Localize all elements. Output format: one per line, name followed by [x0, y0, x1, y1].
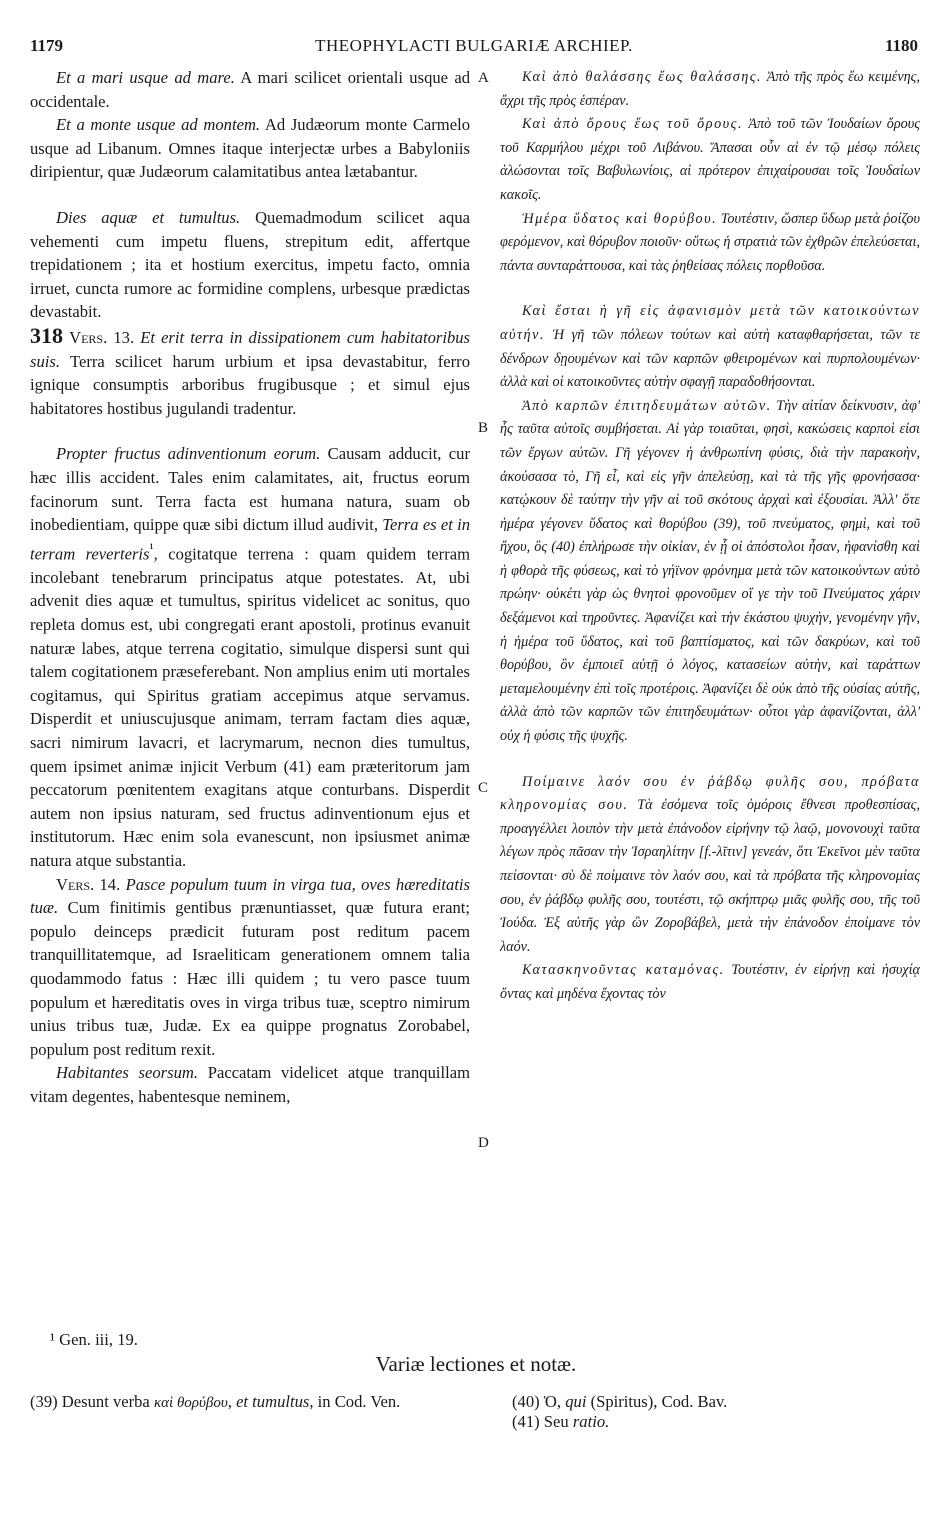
commentary-text: Ἡ γῆ τῶν πόλεων τούτων καὶ αὐτὴ καταφθαρήσεται, τῶν τε δένδρων δῃουμένων καὶ τῶν καρπῶν φθειρομένων καὶ πυρπολουμένων· ἀλλὰ καὶ οἱ κατοικοῦντες αὐτὴν σφαγῇ παραδοθήσονται. [500, 326, 920, 391]
lemma: Ἡμέρα ὕδατος καὶ θορύβου. [522, 210, 718, 227]
latin-paragraph [30, 873, 470, 1062]
latin-paragraph [30, 1061, 470, 1108]
margin-letter-b: B [478, 420, 489, 436]
latin-paragraph [30, 442, 470, 872]
commentary-text: Ad Judæorum monte Carmelo usque ad Libanum. Omnes itaque interjectæ urbes a Babyloniis diripientur, quæ Judæorum calamitatibus antea lætabantur. [30, 115, 470, 182]
commentary-text: Ἀπὸ τῆς πρὸς ἕω κειμένης, ἄχρι τῆς πρὸς ἑσπέραν. [500, 69, 920, 109]
greek-paragraph [500, 300, 920, 394]
verse-label: Vers. 13. [69, 327, 135, 347]
latin-paragraph [30, 113, 470, 184]
lemma: Ἀπὸ καρπῶν ἐπιτηδευμάτων αὐτῶν. [522, 397, 772, 414]
greek-paragraph [500, 771, 920, 960]
commentary-text: Τουτέστιν, ἐν εἰρήνῃ καὶ ἡσυχίᾳ ὄντας καὶ μηδένα ἔχοντας τὸν [500, 962, 921, 1002]
commentary-text: Τὴν αἰτίαν δείκνυσιν, ἀφ' ἧς ταῦτα αὐτοῖς συμβήσεται. Αἱ γὰρ τοιαῦται, φησὶ, κακώσεις καρποὶ εἰσι τῶν ἔργων αὐτῶν. Γῆ γέγονεν ἡ ἀνθρωπίνη φύσις, διὰ τὴν παρακοὴν, ἀκούσασα τὸ, Γῆ εἶ, καὶ εἰς γῆν ἀπελεύσῃ, καὶ τὰ τῆς γῆς φρονήσασα· κατῴκουν δὲ ταύτην τὴν γῆν αἱ τοῦ σκότους ἀρχαὶ καὶ ἐξουσίαι. Ἀλλ' ὅτε ἡμέρα γέγονεν ὕδατος καὶ θορύβου (39), τοῦ πνεύματος, φημὶ, καὶ τοῦ ἤχου, ὃς (40) ἐπλήρωσε τὴν οἰκίαν, ἐν ᾗ οἱ ἀπόστολοι ἦσαν, ἠφανίσθη καὶ ἡ φθορὰ τῆς φύσεως, καὶ τὸ γήϊνον φρόνημα μετὰ τῶν κατοικούντων αὐτὸ πρώην· οὐκέτι γὰρ ὡς θνητοὶ φρονοῦμεν οἵ γε τὴν τοῦ Πνεύματος χάριν δεξάμενοι καὶ τηροῦντες. Ἀφανίζει καὶ τὴν ἑκάστου ψυχὴν, γενομένην γῆν, ἡ ἡμέρα τοῦ ὕδατος, καὶ τοῦ βαπτίσματος, καὶ τῶν δακρύων, καὶ τοῦ θορύβου, ὃν ἐμποιεῖ αὐτῇ ὁ λόγος, κατασείων αὐτὴν, καὶ ταράττων μεταμελουμένην ἐπὶ τοῖς προτέροις. Ἀφανίζει δὲ οὐκ ἀπὸ τῆς οὐσίας αὐτῆς, ἀλλὰ ἀπὸ τῶν καρπῶν τῶν ἐπιτηδευμάτων· οὗτοι γὰρ ἀφανίζονται, ἀλλ' οὐχ ἡ φύσις τῆς ψυχῆς. [500, 397, 920, 745]
margin-letter-c: C [478, 780, 489, 796]
lemma: Καὶ ἀπὸ θαλάσσης ἕως θαλάσσης. [522, 69, 763, 85]
greek-paragraph [500, 208, 920, 279]
commentary-text: Τουτέστιν, ὥσπερ ὕδωρ μετὰ ῥοίζου φερόμενον, καὶ θόρυβον ποιοῦν· οὕτως ἡ στρατιὰ τῶν ἐχθρῶν ἐπελεύσεται, πάντα συνταράττουσα, καὶ τὰς ῥηθείσας πόλεις πορθοῦσα. [500, 210, 920, 274]
running-header [30, 36, 918, 58]
lemma: Pasce populum tuum in virga tua, oves hæreditatis tuæ. [30, 874, 470, 918]
commentary-text: Terra scilicet harum urbium et ipsa devastabitur, ferro ignique consumptis arboribus frugibusque ; et simul ejus habitatores hostibus jugulandi tradentur. [30, 351, 470, 418]
greek-paragraph [500, 113, 920, 207]
lemma: Καὶ ἔσται ἡ γῆ εἰς ἀφανισμὸν μετὰ τῶν κατοικούντων αὐτήν. [500, 303, 920, 343]
latin-paragraph [30, 66, 470, 113]
latin-paragraph [30, 324, 470, 420]
lemma: Κατασκηνοῦντας καταμόνας. [522, 962, 725, 979]
notes-title: Variæ lectiones et notæ. [375, 1352, 577, 1376]
margin-letter-d: D [478, 1135, 489, 1151]
greek-paragraph [500, 959, 920, 1006]
footnote-ref: ¹ [149, 540, 154, 556]
lemma: Et erit terra in dissipationem cum habitatoribus suis. [30, 327, 471, 371]
note-italic: qui [565, 1392, 587, 1411]
commentary-text: Causam adducit, cur hæc illis accident. Tales enim calamitates, ait, fructus eorum facinorum sunt. Terra facta est humana natura, suam ob inobedientiam, quippe quæ sibi dictum illud audivit, [30, 444, 470, 535]
note-text: , in Cod. Ven. [309, 1392, 401, 1411]
note-text: (41) Seu [512, 1412, 573, 1431]
lemma: Καὶ ἀπὸ ὄρους ἕως τοῦ ὄρους. [522, 116, 743, 133]
note-40 [512, 1392, 922, 1412]
greek-column [500, 66, 920, 1007]
column-number: 318 [30, 322, 63, 348]
commentary-text: , cogitatque terrena : quam quidem terram incolebant tenebrarum principatus atque potestates. At, ubi advenit dies aquæ et tumultus, spiritus videlicet ac sonitus, quo repleta domus est, ubi congregati erant apostoli, protinus evanuit naturæ labes, atque terrena cogitatio, simulque dispersi sunt qui talem cogitationem præseferebant. Non amplius enim uti mortales cogitamus, qui Spiritus gratiam accepimus atque servamus. Disperdit et uniuscujusque animam, terram factam dies aquæ, sacri nimirum lavacri, et lacrymarum, necnon dies tumultus, quem ipsimet animæ injicit Verbum (41) eam præteritorum jam peccatorum pœnitentem exagitans atque conturbans. Disperdit autem non ipsius naturam, sed fructus adinventionum ejus et institutorum. Hæc enim sola evanescunt, non ipsiusmet animæ natura atque substantia. [30, 544, 470, 870]
lemma: Propter fructus adinventionum eorum. [56, 444, 321, 464]
note-italic: ratio. [572, 1412, 610, 1431]
page-number-left: 1179 [30, 36, 64, 55]
commentary-text: Ἀπὸ τοῦ τῶν Ἰουδαίων ὄρους τοῦ Καρμήλου μέχρι τοῦ Λιβάνου. Ἅπασαι οὖν αἱ ἐν τῷ μέσῳ πόλεις ἁλώσονται τοῖς Βαβυλωνίοις, αἱ πρότερον ἐπιχαίρουσαι τοῖς Ἰουδαίων κακοῖς. [500, 116, 920, 203]
note-41 [512, 1412, 922, 1432]
note-italic: et tumultus [236, 1392, 310, 1411]
lemma: Habitantes seorsum. [56, 1063, 199, 1083]
commentary-text: Cum finitimis gentibus prænuntiasset, quæ futura erant; populo deinceps prædicit futuram post reditum pacem tranquillitatemque, ad Israeliticam generationem omnem talia quodammodo fatus : Hæc illi quidem ; tu vero pasce tuum populum et hæreditatis oves in virga tribus tuæ, sceptro nimirum unius tribus tuæ, Judæ. Ex ea quippe prognatus Zorobabel, populum post reditum rexit. [30, 898, 470, 1059]
commentary-text: Τὰ ἐσόμενα τοῖς ὁμόροις ἔθνεσι προθεσπίσας, προαγγέλλει λοιπὸν τὴν μετὰ ἐπάνοδον εἰρήνην τῷ λαῷ, μονονουχὶ ταῦτα λέγων πρὸς πᾶσαν τὴν Ἰσραηλίτην [f.-λῖτιν] γενεάν, ὅτι Ἐκεῖνοι μὲν ταῦτα πείσονται· σὺ δὲ ποίμαινε τὸν λαόν σου, καὶ τὰ πρόβατα τῆς κληρονομίας σου, ἐν ῥάβδῳ φυλῆς σου, τουτέστι, τῷ σκήπτρῳ μιᾶς φυλῆς σου, τῆς τοῦ Ἰούδα. Ἐξ αὐτῆς γὰρ ὢν Ζοροβάβελ, μετὰ τὴν ἐπάνοδον ἐποίμανε τὸν λαόν. [500, 797, 920, 955]
page-number-right: 1180 [884, 36, 918, 55]
note-text: (Spiritus), Cod. Bav. [586, 1392, 728, 1411]
scripture-quote: Terra es et in terram reverteris [30, 515, 470, 564]
greek-paragraph [500, 66, 920, 113]
note-39 [30, 1392, 470, 1413]
note-text: (39) Desunt verba [30, 1392, 154, 1411]
commentary-text: Paccatam videlicet atque tranquillam vitam degentes, habentesque neminem, [30, 1063, 471, 1106]
verse-label: Vers. 14. [56, 874, 121, 894]
latin-column [30, 66, 470, 1108]
commentary-text: Quemadmodum scilicet aqua vehementi cum impetu fluens, strepitum edit, affertque trepidationem ; ita et hostium exercitus, impetu facto, omnia irruet, cuncta rumore ac formidine complens, urbesque prædictas devastabit. [30, 207, 471, 322]
margin-letter-a: A [478, 70, 489, 86]
note-greek: καὶ θορύβου [153, 1395, 228, 1411]
lemma: Ποίμαινε λαόν σου ἐν ῥάβδῳ φυλῆς σου, πρόβατα κληρονομίας σου. [500, 773, 920, 814]
lemma: Dies aquæ et tumultus. [56, 207, 241, 227]
notes-left-column [30, 1392, 470, 1413]
lemma: Et a monte usque ad montem. [56, 115, 261, 135]
note-text: (40) Ὁ, [512, 1392, 566, 1411]
running-title: THEOPHYLACTI BULGARIÆ ARCHIEP. [315, 36, 633, 55]
lemma: Et a mari usque ad mare. [56, 68, 235, 87]
greek-paragraph [500, 395, 920, 749]
note-text: , [227, 1392, 237, 1411]
footnote: ¹ Gen. iii, 19. [50, 1330, 138, 1349]
commentary-text: A mari scilicet orientali usque ad occidentale. [30, 68, 470, 111]
latin-paragraph [30, 206, 470, 324]
notes-right-column [512, 1392, 922, 1432]
